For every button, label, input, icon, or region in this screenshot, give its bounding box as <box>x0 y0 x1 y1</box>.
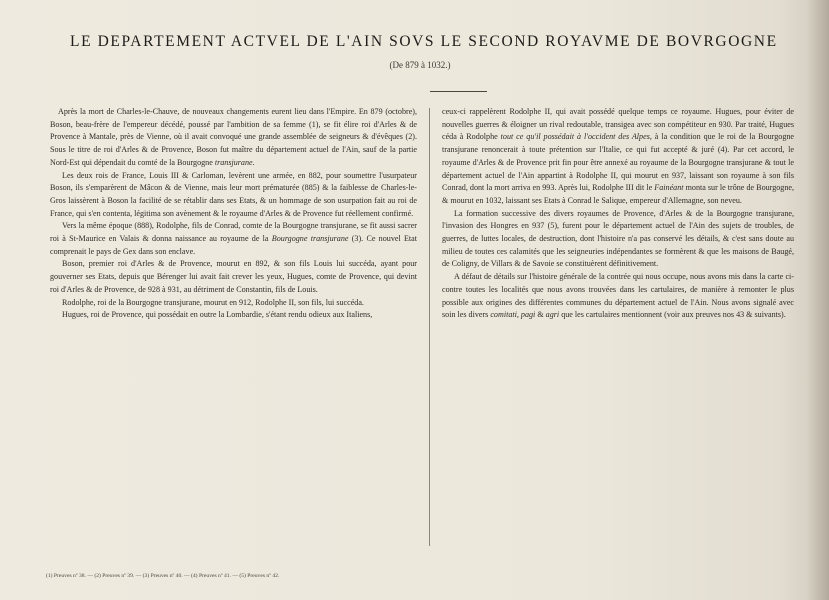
paragraph-text: , à la condition que le roi de la Bourgogne transjurane renoncerait à toute prétention sur l'Italie, ce qui fut accepté & juré (4). Par cet accord, le royaume d'Arles & de Provence prit fin pour être annexé au royaume de la Bourgogne transjurane & tout le département actuel de l'Ain appartint à Rodolphe II, qui mourut en 937, laissant son royaume à son fils Conrad, dont la mort arriva en 993. Après lui, Rodolphe III dit le <box>442 132 795 193</box>
page-title: LE DEPARTEMENT ACTVEL DE L'AIN SOVS LE SECOND ROYAVME DE BOVRGOGNE <box>70 33 778 50</box>
paragraph-text: Après la mort de Charles-le-Chauve, de nouveaux changements eurent lieu dans l'Empire. En 879 (octobre), Boson, beau-frère de l'empereur décédé, poussé par l'ambition de sa femme (1), se fit élire roi d'Arles & de Provence à Mantale, près de Vienne, où il avait convoqué une grande assemblée de seigneurs & d'évêques (2). Sous le titre de roi d'Arles & de Provence, Boson fut maître du département actuel de l'Ain, sauf de la partie Nord-Est qui dépendait du comté de la Bourgogne <box>50 107 417 167</box>
paragraph-text: A défaut de détails sur l'histoire générale de la contrée qui nous occupe, nous avons mis dans la carte ci-contre toutes les localités que nous avons trouvées dans les cartulaires, de manière à remonter le plus possible aux origines des différentes communes du département actuel de l'Ain. Nous avons signalé avec soin les divers <box>442 272 794 320</box>
right-text-column <box>442 106 794 322</box>
paragraph-italic-text: transjurane. <box>214 157 255 167</box>
paragraph-text: & <box>537 310 544 320</box>
paragraph-text: ceux-ci rappelèrent Rodolphe II, qui avait possédé quelque temps ce royaume. Hugues, pour éviter de nouvelles guerres & éloigner un rival redoutable, transigea avec son compétiteur en 930. Par traité, Hugues céda à Rodolphe <box>442 107 794 142</box>
left-text-column <box>50 106 417 322</box>
paragraph <box>50 106 417 170</box>
paragraph-text: (3). Ce nouvel Etat comprenait le pays de Gex dans son enclave. <box>50 234 417 256</box>
paragraph: Boson, premier roi d'Arles & de Provence, mourut en 892, & son fils Louis lui succéda, ayant pour gouverner ses Etats, depuis que Bérenger lui avait fait crever les yeux, Hugues, comte de Provence, qui devint roi d'Arles & de Provence, de 928 à 931, au détriment de Constantin, fils de Louis. <box>50 259 417 294</box>
paragraph: Hugues, roi de Provence, qui possédait en outre la Lombardie, s'étant rendu odieux aux Italiens, <box>62 310 373 320</box>
paragraph-text: Vers la même époque (888), Rodolphe, fils de Conrad, comte de la Bourgogne transjurane, se fit aussi sacrer roi à St-Maurice en Valais & donna naissance au royaume de la <box>50 221 417 244</box>
footnotes: (1) Preuves nº 38. — (2) Preuves nº 39. — (3) Preuves nº 40. — (4) Preuves nº 41. — (5) Preuves nº 42. <box>46 573 280 579</box>
page-gutter-shadow <box>807 0 829 600</box>
page-subtitle: (De 879 à 1032.) <box>389 60 451 70</box>
title-rule <box>430 91 487 92</box>
paragraph-text: que les cartulaires mentionnent (voir aux preuves nos 43 & suivants). <box>561 310 786 320</box>
paragraph-text: monta sur le trône de Bourgogne, & mourut en 1032, laissant ses Etats à Conrad le Salique, empereur d'Allemagne, son neveu. <box>442 183 795 205</box>
paragraph-italic-text: Fainéant <box>654 183 684 193</box>
paragraph: Rodolphe, roi de la Bourgogne transjurane, mourut en 912, Rodolphe II, son fils, lui succéda. <box>62 297 364 307</box>
paragraph <box>50 220 417 258</box>
column-divider <box>429 108 430 546</box>
paragraph-italic-text: agri <box>545 310 560 320</box>
paragraph <box>442 271 794 322</box>
paragraph-italic-text: Bourgogne transjurane <box>271 234 349 244</box>
paragraph: La formation successive des divers royaumes de Provence, d'Arles & de la Bourgogne transjurane, l'invasion des Hongres en 937 (5), furent pour le département actuel de l'Ain des sujets de troubles, de guerres, de luttes locales, de destruction, dont l'histoire n'a pas conservé les détails, & c'est sans doute au milieu de toutes ces calamités que les seigneuries indépendantes se formèrent & que les maisons de Baugé, de Coligny, de Villars & de Savoie se constituèrent définitivement. <box>442 208 794 269</box>
paragraph <box>442 106 794 208</box>
paragraph-italic-text: tout ce qu'il possédait à l'occident des Alpes <box>500 132 650 142</box>
paragraph: Les deux rois de France, Louis III & Carloman, levèrent une armée, en 882, pour soumettre l'usurpateur Boson, ils s'emparèrent de Mâcon & de Vienne, mais leur mort prématurée (885) & la faiblesse de Charles-le-Gros laissèrent à Boson la facilité de se rétablir dans ses Etats, & un hommage de son usurpation fait au roi de France, qui s'en contenta, légitima son avènement & le royaume d'Arles & de Provence fut réellement confirmé. <box>50 170 417 218</box>
paragraph-italic-text: comitati, pagi <box>490 310 536 320</box>
